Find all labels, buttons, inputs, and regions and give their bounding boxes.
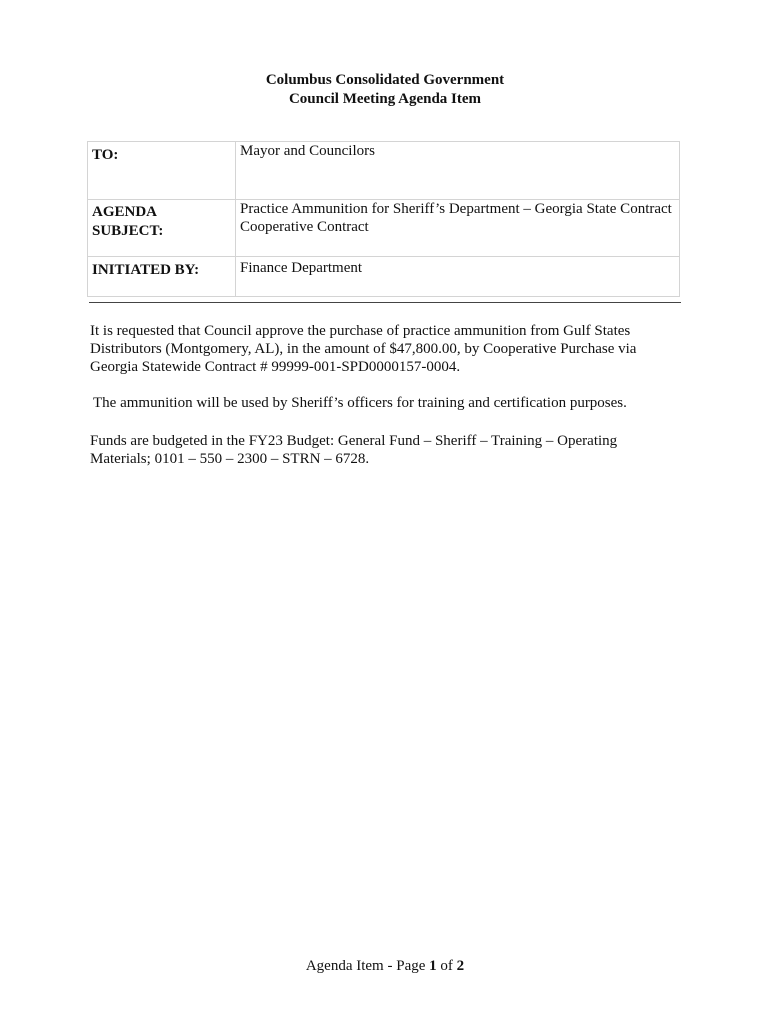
initiated-label: INITIATED BY: <box>88 257 236 297</box>
request-line1: It is requested that Council approve the purchase of practice ammunition from Gulf States <box>90 323 631 339</box>
subject-value-line1: Practice Ammunition for Sheriff’s Department – Georgia State Contract <box>240 201 672 217</box>
subject-label-line2: SUBJECT: <box>92 223 164 239</box>
subject-value-line2: Cooperative Contract <box>240 219 369 235</box>
usage-paragraph: The ammunition will be used by Sheriff’s officers for training and certification purposes. <box>93 395 627 411</box>
request-line3: Georgia Statewide Contract # 99999-001-SPD0000157-0004. <box>90 359 461 375</box>
horizontal-divider <box>89 302 681 303</box>
table-row-initiated <box>88 257 680 297</box>
page-footer <box>0 958 770 975</box>
footer-prefix: Agenda Item - Page <box>305 958 430 974</box>
to-label: TO: <box>88 142 236 200</box>
footer-page-total: 2 <box>456 958 465 974</box>
funding-line1: Funds are budgeted in the FY23 Budget: General Fund – Sheriff – Training – Operating <box>90 433 618 449</box>
to-value: Mayor and Councilors <box>236 142 680 200</box>
footer-of: of <box>436 958 457 974</box>
funding-line2: Materials; 0101 – 550 – 2300 – STRN – 6728. <box>90 451 370 467</box>
initiated-value: Finance Department <box>236 257 680 297</box>
funding-paragraph <box>90 432 680 468</box>
header-title: Council Meeting Agenda Item <box>288 91 482 107</box>
table-row-to <box>88 142 680 200</box>
header-organization: Columbus Consolidated Government <box>265 72 505 88</box>
document-header <box>0 71 770 109</box>
footer-page-current: 1 <box>429 958 437 974</box>
subject-value <box>236 200 680 257</box>
subject-label <box>88 200 236 257</box>
request-line2: Distributors (Montgomery, AL), in the amount of $47,800.00, by Cooperative Purchase via <box>90 341 637 357</box>
subject-label-line1: AGENDA <box>92 204 158 220</box>
request-paragraph <box>90 322 680 376</box>
table-row-subject <box>88 200 680 257</box>
agenda-meta-table <box>87 141 680 297</box>
